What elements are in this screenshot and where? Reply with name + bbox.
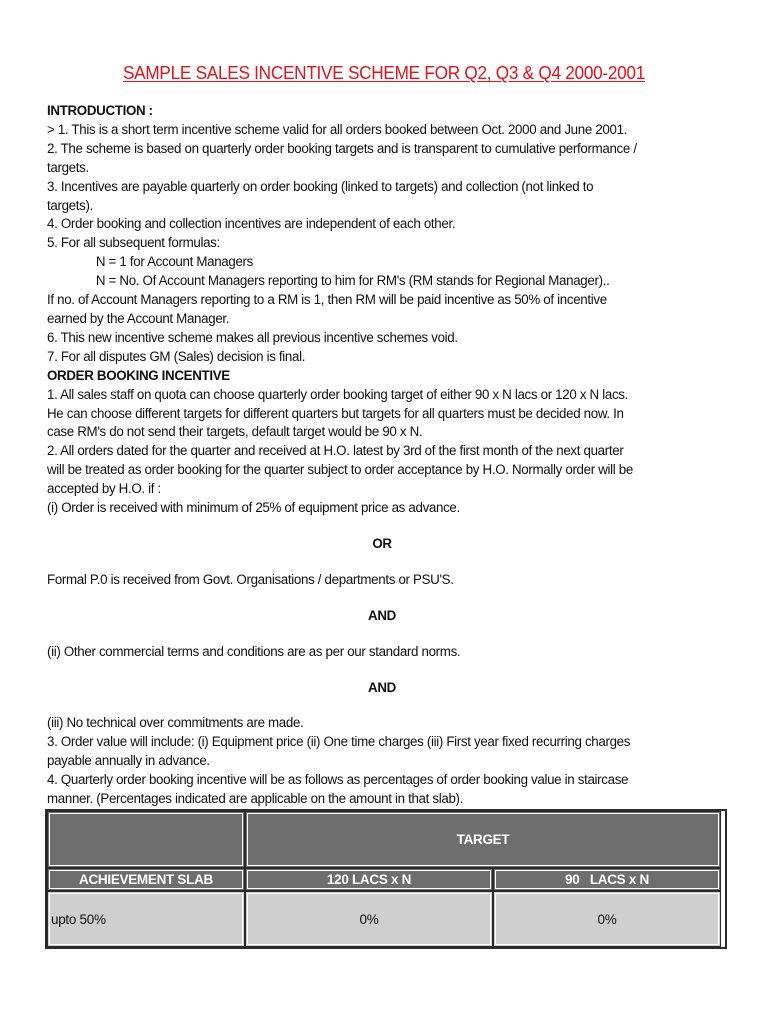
body-line: 2. The scheme is based on quarterly order booking targets and is transparent to cumulative performance /	[47, 140, 637, 157]
connector-label: OR	[372, 535, 392, 552]
body-line: Formal P.0 is received from Govt. Organisations / departments or PSU'S.	[47, 571, 454, 588]
paragraph-gap	[47, 662, 727, 679]
slab-cell: upto 50%	[47, 891, 245, 947]
paragraph-gap	[47, 590, 727, 607]
body-line: He can choose different targets for different quarters but targets for all quarters must be decided now. In	[47, 405, 624, 422]
body-line: If no. of Account Managers reporting to a RM is 1, then RM will be paid incentive as 50% of incentive	[47, 292, 607, 309]
table-header-row-1	[47, 811, 725, 868]
body-line: (ii) Other commercial terms and conditions are as per our standard norms.	[47, 643, 461, 660]
body-line: 1. All sales staff on quota can choose quarterly order booking target of either 90 x N lacs or 120 x N lacs.	[47, 386, 629, 403]
body-line: > 1. This is a short term incentive scheme valid for all orders booked between Oct. 2000 and June 2001.	[47, 121, 628, 138]
body-line: accepted by H.O. if :	[47, 481, 161, 498]
target-120-header: 120 LACS x N	[245, 868, 493, 891]
paragraph-gap	[47, 697, 727, 714]
body-line: 6. This new incentive scheme makes all previous incentive schemes void.	[47, 329, 458, 346]
paragraph-gap	[47, 518, 727, 535]
connector-label: AND	[368, 607, 396, 624]
body-line: payable annually in advance.	[47, 753, 210, 770]
incentive-120-cell: 0%	[245, 891, 493, 947]
paragraph-gap	[47, 554, 727, 571]
body-line: 4. Order booking and collection incentives are independent of each other.	[47, 216, 456, 233]
table-corner-cell	[47, 811, 245, 868]
document-body	[47, 102, 727, 809]
body-line: earned by the Account Manager.	[47, 310, 230, 327]
achievement-slab-header: ACHIEVEMENT SLAB	[47, 868, 245, 891]
body-line: (iii) No technical over commitments are made.	[47, 715, 304, 732]
body-line: manner. (Percentages indicated are applicable on the amount in that slab).	[47, 791, 464, 808]
body-line: 4. Quarterly order booking incentive will be as follows as percentages of order booking value in staircase	[47, 772, 629, 789]
target-90-header: 90 LACS x N	[493, 868, 721, 891]
body-line: (i) Order is received with minimum of 25% of equipment price as advance.	[47, 500, 460, 517]
body-line: 3. Order value will include: (i) Equipment price (ii) One time charges (iii) First year fixed recurring charges	[47, 734, 631, 751]
paragraph-gap	[47, 626, 727, 643]
document-title: SAMPLE SALES INCENTIVE SCHEME FOR Q2, Q3 & Q4 2000-2001	[122, 62, 646, 83]
body-line: 2. All orders dated for the quarter and received at H.O. latest by 3rd of the first month of the next quarter	[47, 443, 624, 460]
body-line: targets).	[47, 197, 93, 214]
section-heading: ORDER BOOKING INCENTIVE	[47, 367, 230, 384]
body-line: N = 1 for Account Managers	[95, 254, 254, 271]
table-row	[47, 891, 725, 947]
body-line: case RM's do not send their targets, default target would be 90 x N.	[47, 424, 423, 441]
body-line: 5. For all subsequent formulas:	[47, 235, 220, 252]
connector-label: AND	[368, 679, 396, 696]
target-header-cell: TARGET	[245, 811, 721, 868]
incentive-slab-table	[45, 809, 727, 949]
table-header-row-2	[47, 868, 725, 891]
body-line: will be treated as order booking for the quarter subject to order acceptance by H.O. Normally order will be	[47, 462, 633, 479]
body-line: N = No. Of Account Managers reporting to him for RM's (RM stands for Regional Manager)..	[95, 273, 610, 290]
body-line: targets.	[47, 159, 89, 176]
body-line: 7. For all disputes GM (Sales) decision is final.	[47, 348, 306, 365]
incentive-90-cell: 0%	[493, 891, 721, 947]
section-heading: INTRODUCTION :	[47, 103, 153, 119]
body-line: 3. Incentives are payable quarterly on order booking (linked to targets) and collection (not linked to	[47, 178, 594, 195]
